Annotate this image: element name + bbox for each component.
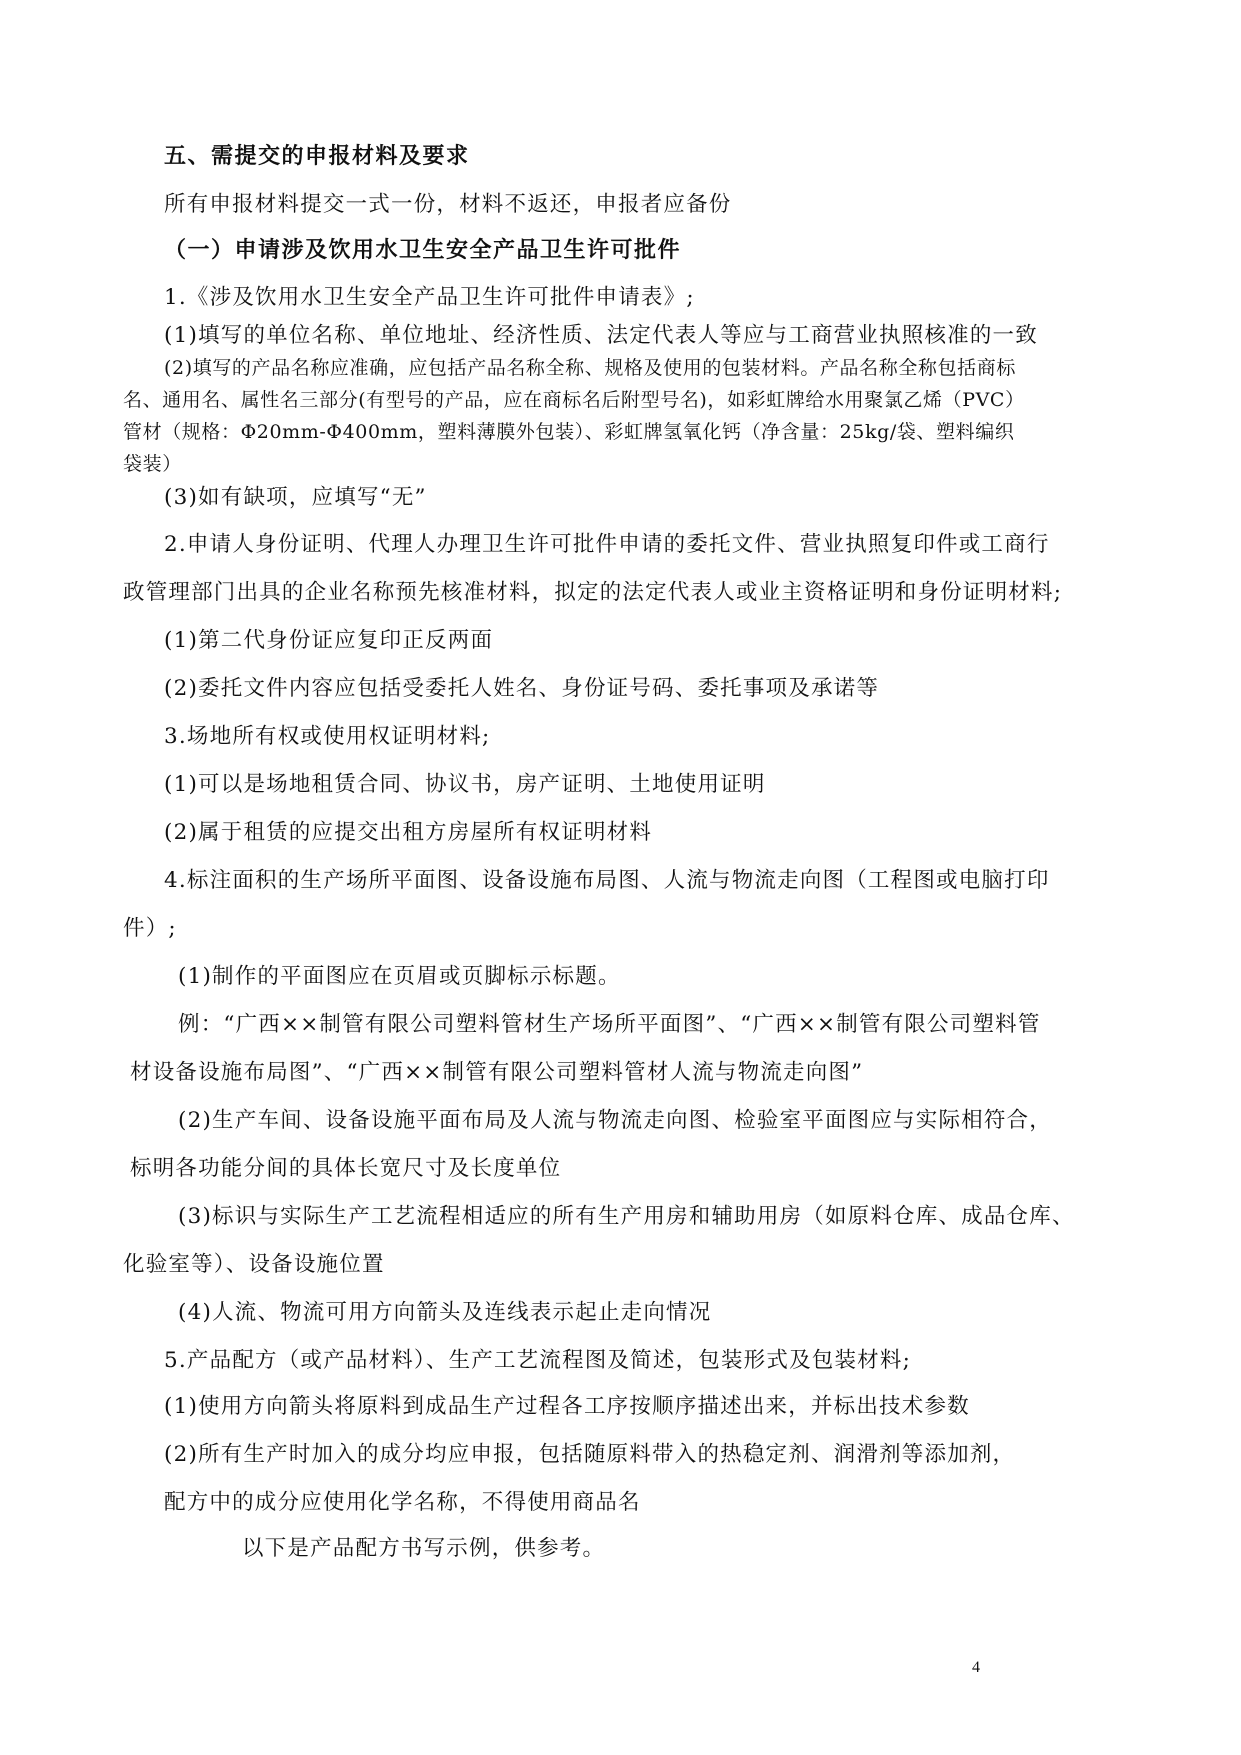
item3-paragraph-2: (2)属于租赁的应提交出租方房屋所有权证明材料 bbox=[164, 820, 653, 845]
item5-paragraph-2-line1: (2)所有生产时加入的成分均应申报，包括随原料带入的热稳定剂、润滑剂等添加剂， bbox=[164, 1442, 1016, 1467]
item5-note: 以下是产品配方书写示例，供参考。 bbox=[242, 1536, 606, 1561]
item5-title: 5.产品配方（或产品材料）、生产工艺流程图及简述，包装形式及包装材料; bbox=[164, 1348, 912, 1373]
item5-paragraph-1: (1)使用方向箭头将原料到成品生产过程各工序按顺序描述出来，并标出技术参数 bbox=[164, 1394, 970, 1419]
item1-title: 1.《涉及饮用水卫生安全产品卫生许可批件申请表》; bbox=[164, 285, 695, 310]
item4-example-line1: 例：“广西××制管有限公司塑料管材生产场所平面图”、“广西××制管有限公司塑料管 bbox=[178, 1012, 1041, 1037]
item4-paragraph-4: (4)人流、物流可用方向箭头及连线表示起止走向情况 bbox=[178, 1300, 712, 1325]
item4-paragraph-2-line2: 标明各功能分间的具体长宽尺寸及长度单位 bbox=[130, 1156, 562, 1181]
page-number: 4 bbox=[972, 1659, 980, 1676]
item2-title-line2: 政管理部门出具的企业名称预先核准材料，拟定的法定代表人或业主资格证明和身份证明材料; bbox=[123, 580, 1063, 605]
item1-paragraph-1: (1)填写的单位名称、单位地址、经济性质、法定代表人等应与工商营业执照核准的一致 bbox=[164, 323, 1038, 348]
item4-example-line2: 材设备设施布局图”、“广西××制管有限公司塑料管材人流与物流走向图” bbox=[130, 1060, 864, 1085]
item4-paragraph-3-line2: 化验室等）、设备设施位置 bbox=[123, 1252, 385, 1277]
item4-paragraph-2-line1: (2)生产车间、设备设施平面布局及人流与物流走向图、检验室平面图应与实际相符合， bbox=[178, 1108, 1052, 1133]
item1-paragraph-2-line3: 管材（规格：Φ20mm-Φ400mm，塑料薄膜外包装）、彩虹牌氢氧化钙（净含量：25kg/袋、塑料编织 bbox=[123, 421, 1015, 443]
item4-title-line1: 4.标注面积的生产场所平面图、设备设施布局图、人流与物流走向图（工程图或电脑打印 bbox=[164, 868, 1050, 893]
item4-paragraph-1: (1)制作的平面图应在页眉或页脚标示标题。 bbox=[178, 964, 621, 989]
item3-paragraph-1: (1)可以是场地租赁合同、协议书，房产证明、土地使用证明 bbox=[164, 772, 766, 797]
item1-paragraph-2-line4: 袋装） bbox=[123, 453, 182, 475]
item2-title-line1: 2.申请人身份证明、代理人办理卫生许可批件申请的委托文件、营业执照复印件或工商行 bbox=[164, 532, 1050, 557]
item4-title-line2: 件）; bbox=[123, 916, 177, 941]
item1-paragraph-2-line2: 名、通用名、属性名三部分(有型号的产品，应在商标名后附型号名)，如彩虹牌给水用聚氯乙烯（PVC） bbox=[123, 389, 1025, 411]
section-heading: 五、需提交的申报材料及要求 bbox=[164, 144, 470, 169]
subsection-heading: （一）申请涉及饮用水卫生安全产品卫生许可批件 bbox=[164, 238, 682, 263]
item5-paragraph-2-line2: 配方中的成分应使用化学名称，不得使用商品名 bbox=[164, 1490, 641, 1515]
item1-paragraph-3: (3)如有缺项，应填写“无” bbox=[164, 485, 427, 510]
item3-title: 3.场地所有权或使用权证明材料; bbox=[164, 724, 491, 749]
item1-paragraph-2-line1: (2)填写的产品名称应准确，应包括产品名称全称、规格及使用的包装材料。产品名称全称包括商标 bbox=[164, 357, 1016, 379]
item2-paragraph-1: (1)第二代身份证应复印正反两面 bbox=[164, 628, 494, 653]
item2-paragraph-2: (2)委托文件内容应包括受委托人姓名、身份证号码、委托事项及承诺等 bbox=[164, 676, 880, 701]
intro-paragraph: 所有申报材料提交一式一份，材料不返还，申报者应备份 bbox=[164, 192, 732, 217]
item4-paragraph-3-line1: (3)标识与实际生产工艺流程相适应的所有生产用房和辅助用房（如原料仓库、成品仓库、 bbox=[178, 1204, 1075, 1229]
